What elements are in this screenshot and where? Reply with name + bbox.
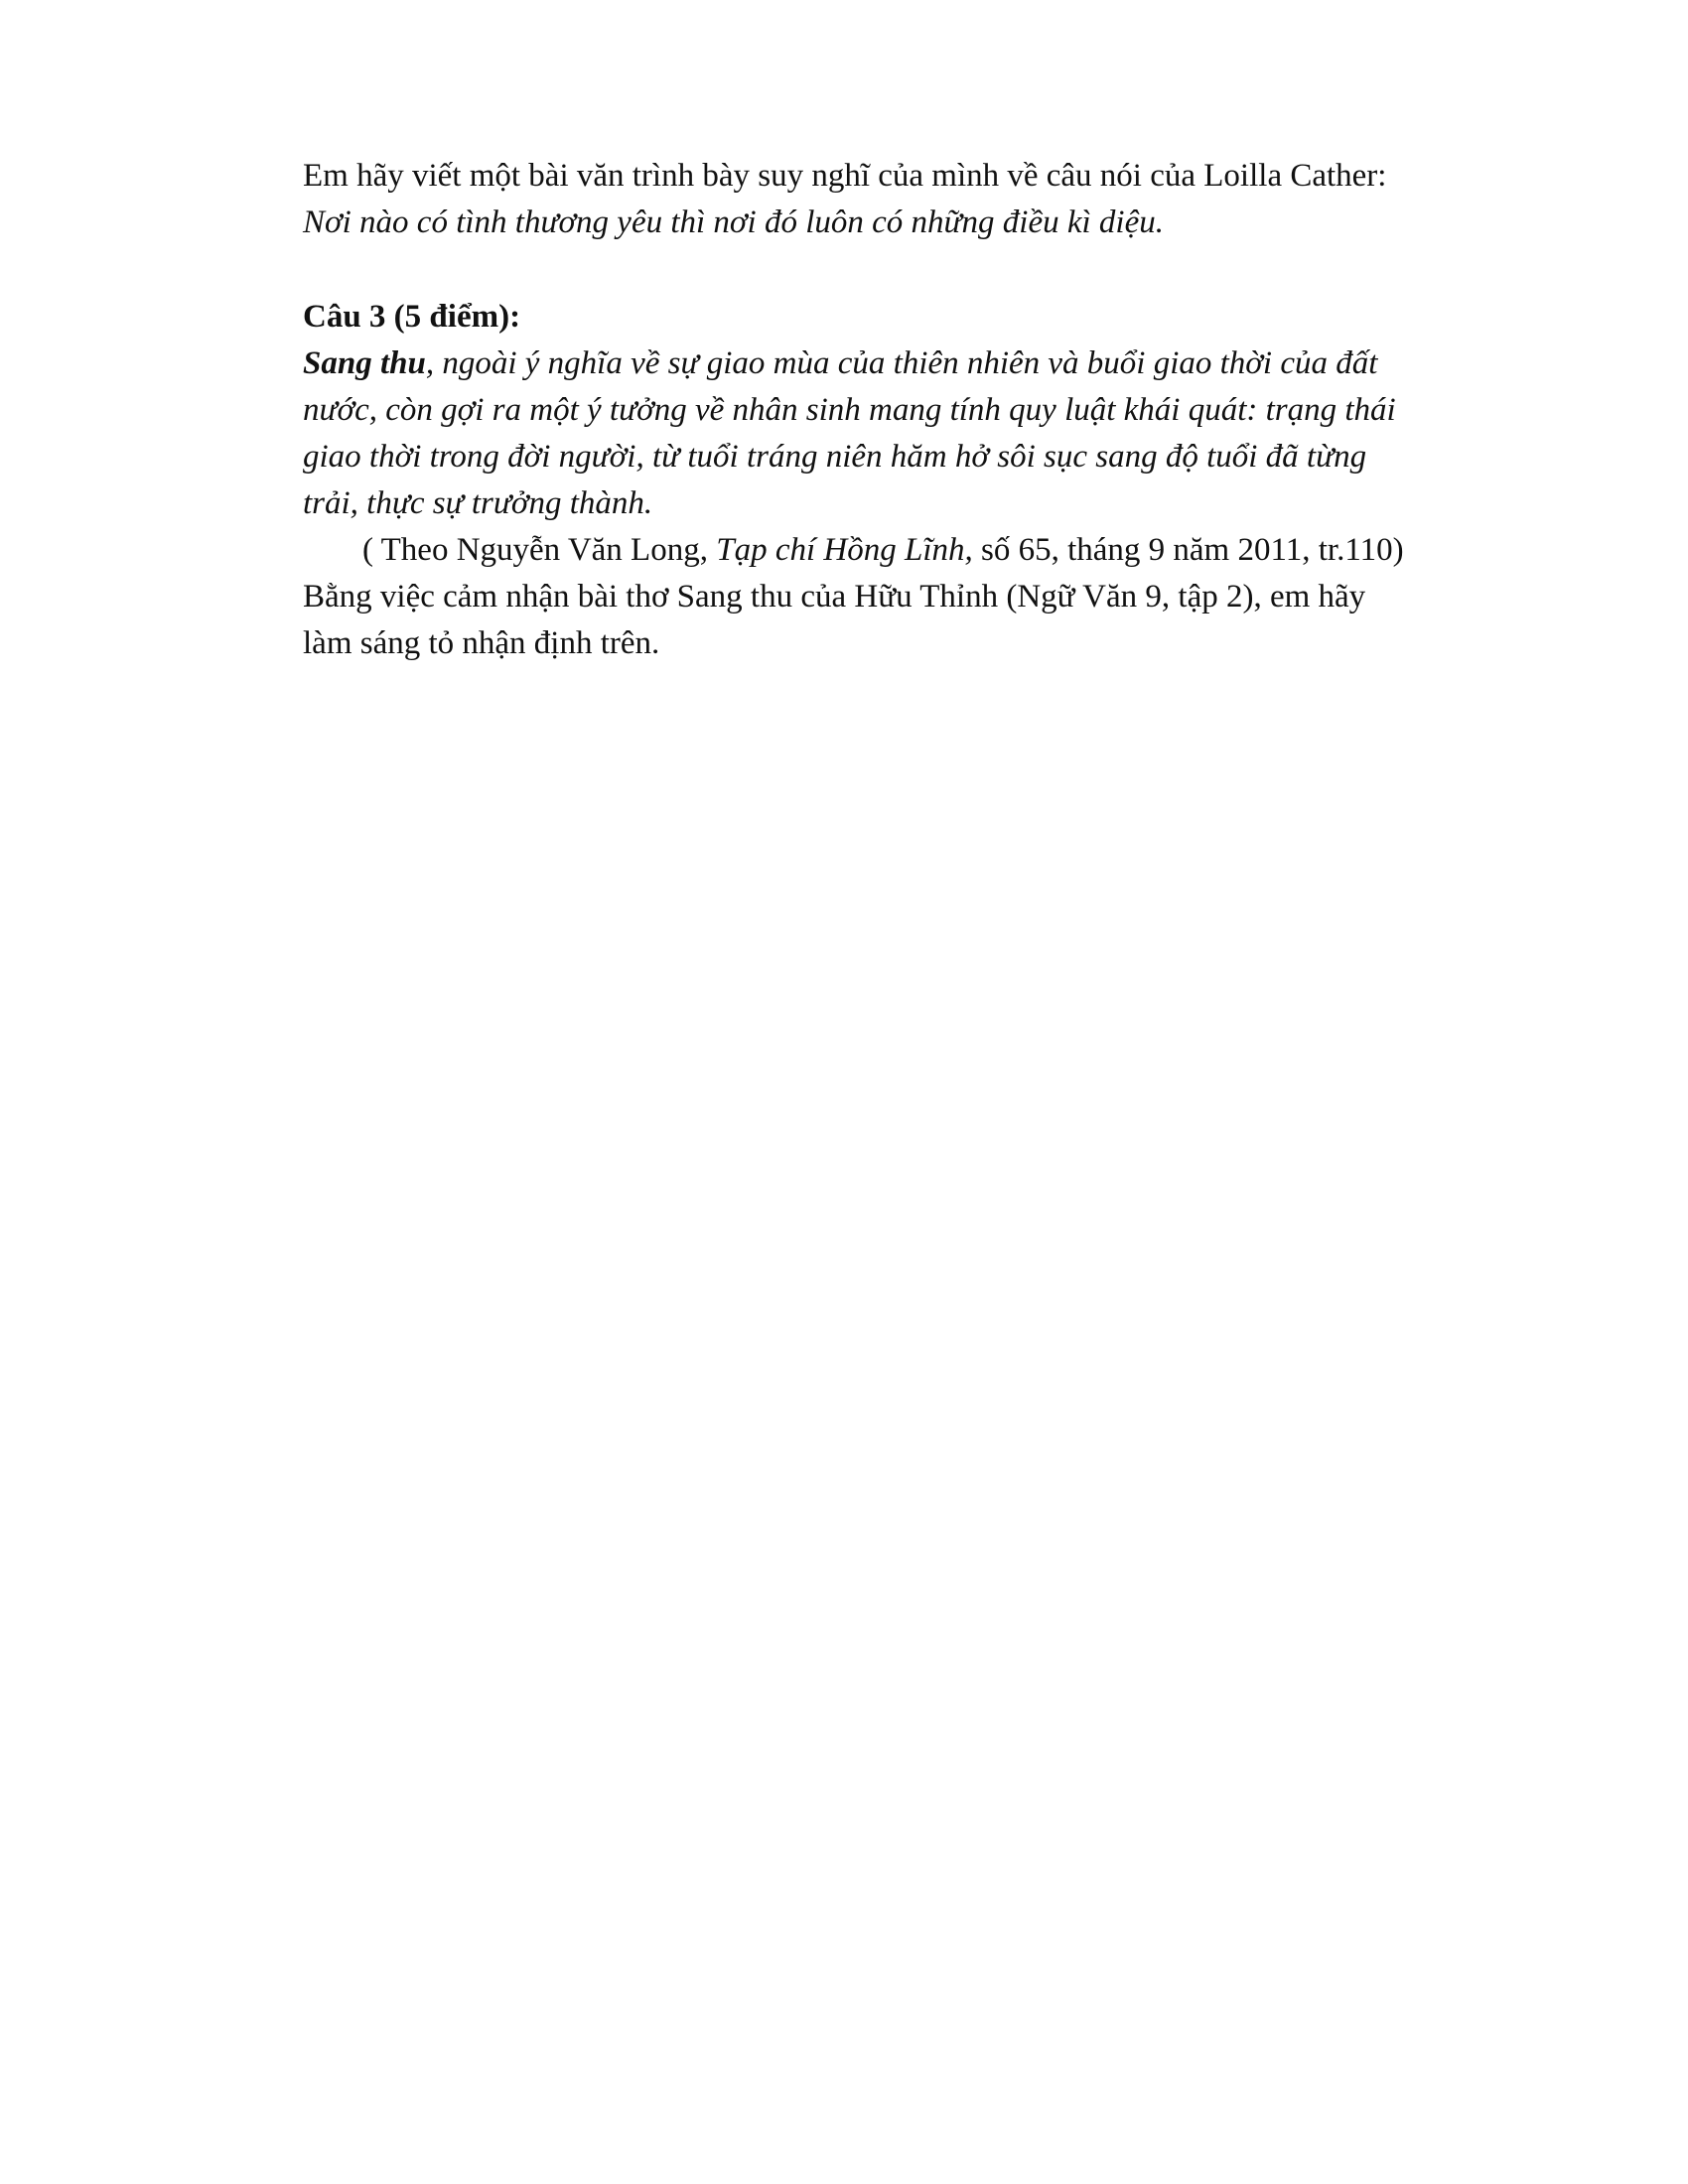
question3-quote-line-2: nước, còn gợi ra một ý tưởng về nhân sinh mang tính quy luật khái quát: trạng thái	[303, 392, 1396, 428]
quote-title-sang-thu: Sang thu	[303, 345, 426, 381]
question3-heading: Câu 3 (5 điểm):	[303, 299, 521, 335]
question2-quote: Nơi nào có tình thương yêu thì nơi đó luôn có những điều kì diệu.	[303, 205, 1164, 240]
question3-quote-line-1	[303, 341, 1494, 387]
question3-source	[303, 527, 1494, 574]
question3-quote-line-4: trải, thực sự trưởng thành.	[303, 485, 653, 521]
quote-line-1-rest: , ngoài ý nghĩa về sự giao mùa của thiên nhiên và buổi giao thời của đất	[425, 345, 1378, 381]
source-suffix: số 65, tháng 9 năm 2011, tr.110)	[972, 532, 1404, 568]
document-page	[303, 153, 1494, 667]
question3-task-line-2: làm sáng tỏ nhận định trên.	[303, 625, 660, 661]
question2-prompt: Em hãy viết một bài văn trình bày suy nghĩ của mình về câu nói của Loilla Cather:	[303, 158, 1387, 194]
question3-quote-line-3: giao thời trong đời người, từ tuổi tráng niên hăm hở sôi sục sang độ tuổi đã từng	[303, 439, 1367, 475]
source-prefix: ( Theo Nguyễn Văn Long,	[362, 532, 717, 568]
question3-task-line-1: Bằng việc cảm nhận bài thơ Sang thu của Hữu Thỉnh (Ngữ Văn 9, tập 2), em hãy	[303, 579, 1366, 614]
source-journal: Tạp chí Hồng Lĩnh,	[716, 532, 973, 568]
paragraph-gap	[303, 246, 1494, 294]
